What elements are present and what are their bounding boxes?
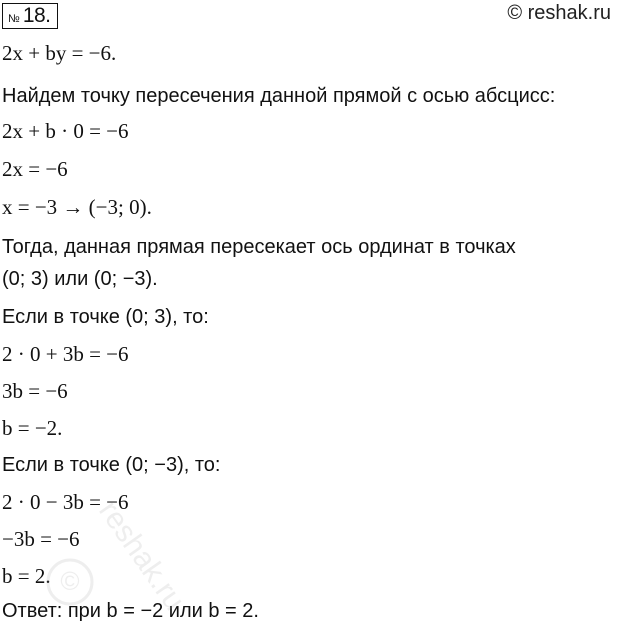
copyright-label: © reshak.ru (507, 2, 611, 24)
number-sign: № (8, 13, 20, 25)
text-line: Найдем точку пересечения данной прямой с осью абсцисс: (2, 85, 556, 107)
equation-line: b = −2. (2, 416, 63, 440)
watermark-symbol: © (60, 566, 80, 596)
equation-line: 2x + by = −6. (2, 41, 117, 65)
watermark-circle (48, 560, 92, 604)
text-line: Если в точке (0; 3), то: (2, 306, 209, 328)
equation-line: 2 · 0 − 3b = −6 (2, 490, 129, 514)
equation-line: 3b = −6 (2, 379, 68, 403)
equation-line: 2x + b · 0 = −6 (2, 119, 129, 143)
text-line: Если в точке (0; −3), то: (2, 454, 221, 476)
equation-line: x = −3 → (−3; 0). (2, 195, 152, 219)
equation-line: −3b = −6 (2, 527, 80, 551)
watermark-text: reshak.ru (92, 495, 192, 617)
equation-line: 2x = −6 (2, 157, 68, 181)
equation-line: 2 · 0 + 3b = −6 (2, 342, 129, 366)
answer-line: Ответ: при b = −2 или b = 2. (2, 600, 259, 622)
equation-line: b = 2. (2, 564, 51, 588)
problem-number: 18. (22, 4, 51, 27)
problem-number-badge (2, 3, 58, 29)
text-line: Тогда, данная прямая пересекает ось ординат в точках (2, 236, 516, 258)
text-line: (0; 3) или (0; −3). (2, 268, 158, 290)
